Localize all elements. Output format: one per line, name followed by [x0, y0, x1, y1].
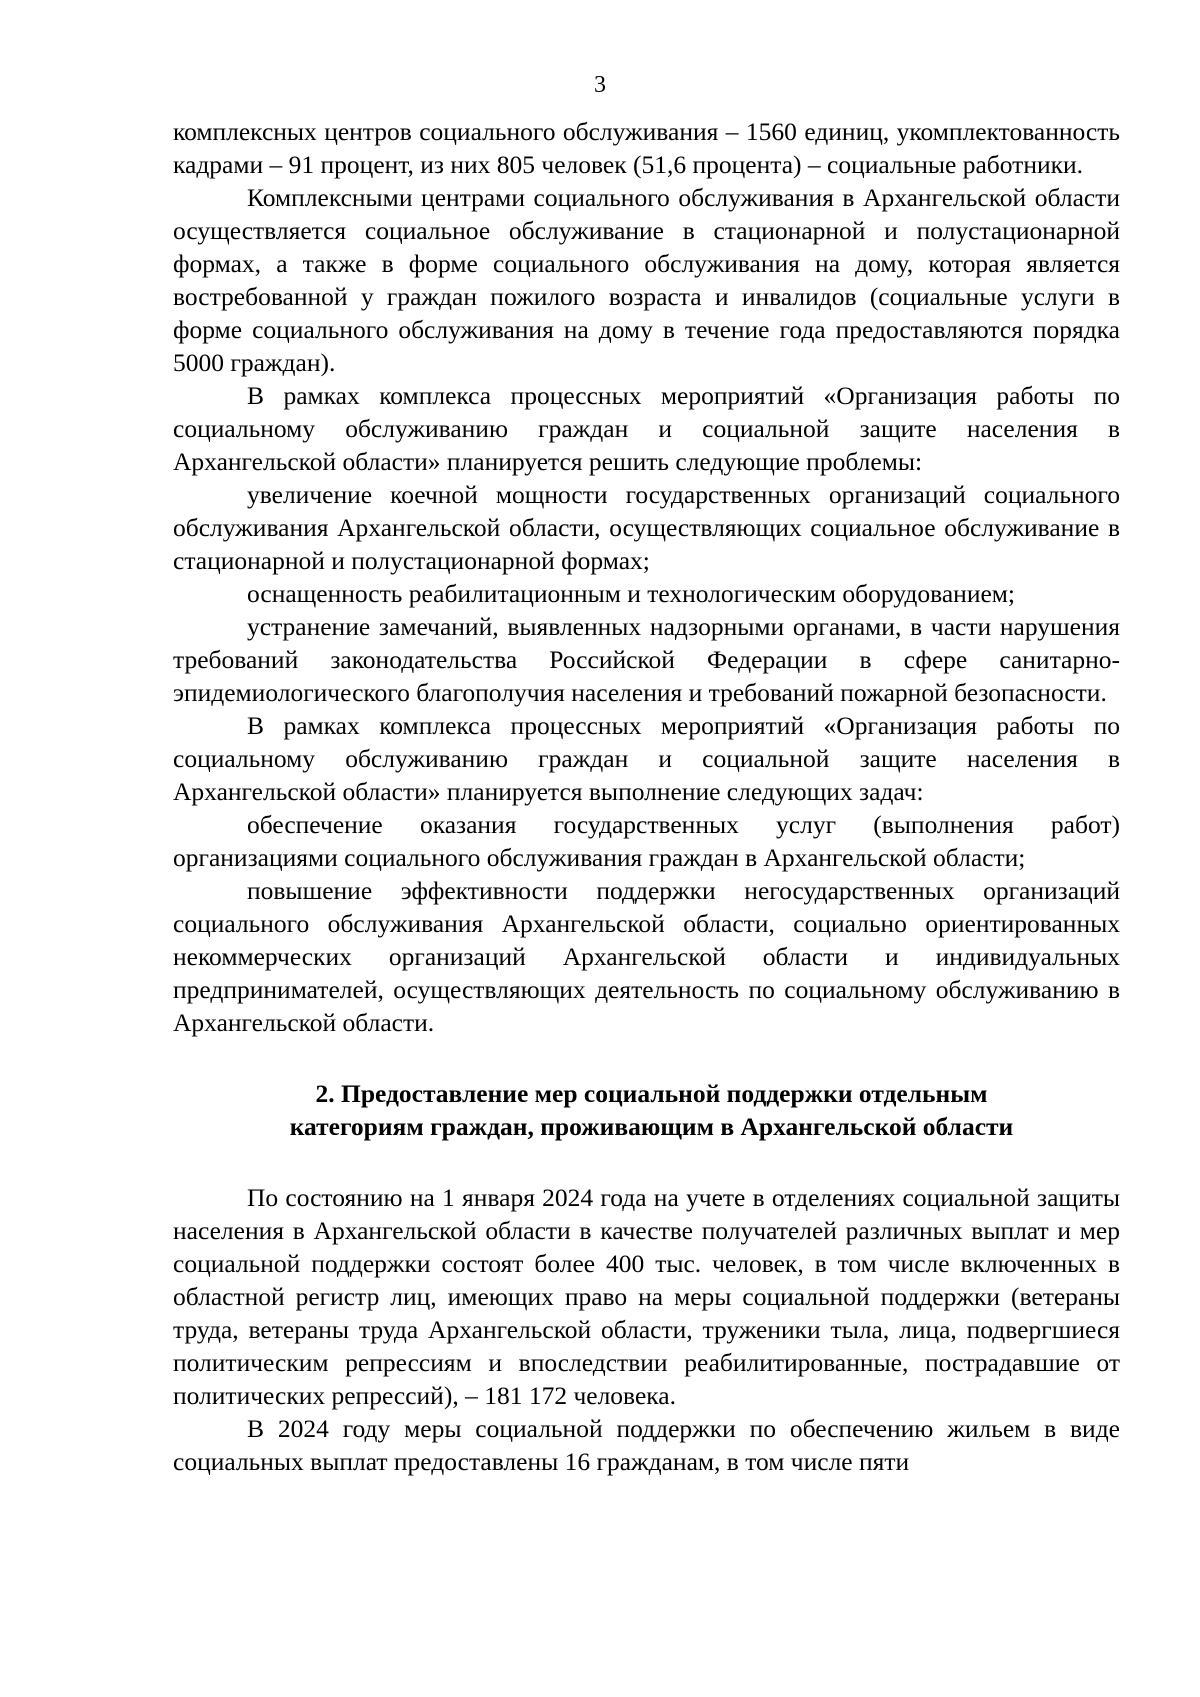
section-heading-line-1: 2. Предоставление мер социальной поддержки отдельным — [315, 1079, 988, 1108]
paragraph: В 2024 году меры социальной поддержки по обеспечению жильем в виде социальных выплат предоставлены 16 гражданам, в том числе пяти — [173, 1414, 1120, 1476]
paragraph: По состоянию на 1 января 2024 года на учете в отделениях социальной защиты населения в Архангельской области в качестве получателей различных выплат и мер социальной поддержки состоят более 400 тыс. человек, в том числе включенных в областной регистр лиц, имеющих право на меры социальной поддержки (ветераны труда, ветераны труда Архангельской области, труженики тыла, лица, подвергшиеся политическим репрессиям и впоследствии реабилитированные, пострадавшие от политических репрессий), – 181 172 человека. — [173, 1183, 1120, 1410]
list-paragraph: обеспечение оказания государственных услуг (выполнения работ) организациями социального обслуживания граждан в Архангельской области; — [173, 810, 1120, 872]
list-paragraph: устранение замечаний, выявленных надзорными органами, в части нарушения требований законодательства Российской Федерации в сфере санитарно-эпидемиологического благополучия населения и требований пожарной безопасности. — [173, 612, 1120, 707]
paragraph: комплексных центров социального обслуживания – 1560 единиц, укомплектованность кадрами – 91 процент, из них 805 человек (51,6 процента) – социальные работники. — [173, 117, 1120, 179]
document-body — [173, 115, 1120, 1478]
section-heading-line-2: категориям граждан, проживающим в Архангельской области — [289, 1112, 1014, 1141]
list-paragraph: оснащенность реабилитационным и технологическим оборудованием; — [247, 579, 1016, 608]
list-paragraph: повышение эффективности поддержки негосударственных организаций социального обслуживания Архангельской области, социально ориентированных некоммерческих организаций Архангельской области и индивидуальных предпринимателей, осуществляющих деятельность по социальному обслуживанию в Архангельской области. — [173, 876, 1120, 1037]
paragraph: В рамках комплекса процессных мероприятий «Организация работы по социальному обслуживанию граждан и социальной защите населения в Архангельской области» планируется выполнение следующих задач: — [173, 711, 1120, 806]
spacer — [173, 1143, 1120, 1181]
paragraph: Комплексными центрами социального обслуживания в Архангельской области осуществляется социальное обслуживание в стационарной и полустационарной формах, а также в форме социального обслуживания на дому, которая является востребованной у граждан пожилого возраста и инвалидов (социальные услуги в форме социального обслуживания на дому в течение года предоставляются порядка 5000 граждан). — [173, 183, 1120, 377]
paragraph: В рамках комплекса процессных мероприятий «Организация работы по социальному обслуживанию граждан и социальной защите населения в Архангельской области» планируется решить следующие проблемы: — [173, 381, 1120, 476]
page-number: 3 — [594, 72, 606, 98]
section-heading — [173, 1077, 1120, 1143]
list-paragraph: увеличение коечной мощности государственных организаций социального обслуживания Архангельской области, осуществляющих социальное обслуживание в стационарной и полустационарной формах; — [173, 480, 1120, 575]
spacer — [173, 1039, 1120, 1077]
